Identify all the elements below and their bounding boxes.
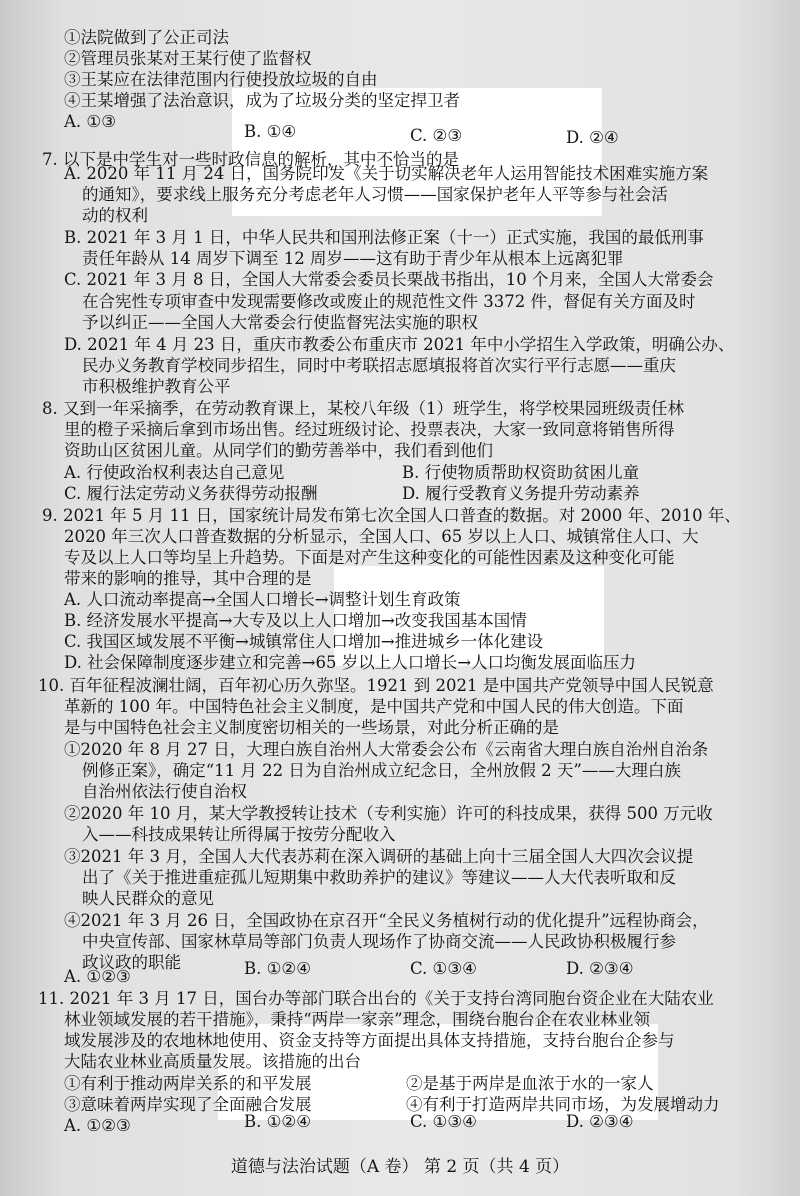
q8-option-c[interactable]: C. 履行法定劳动义务获得劳动报酬 — [64, 484, 318, 503]
q10-line: 映人民群众的意见 — [82, 889, 214, 908]
q7-line: 责任年龄从 14 周岁下调至 12 周岁——这有助于青少年从根本上远离犯罪 — [82, 249, 624, 268]
q8-option-b[interactable]: B. 行使物质帮助权资助贫困儿童 — [402, 463, 640, 482]
q11-option-b[interactable]: B. ①②④ — [244, 1112, 311, 1131]
q10-line: ①2020 年 8 月 27 日，大理白族自治州人大常委会公布《云南省大理白族自治州自治条 — [64, 740, 709, 759]
q10-line: 是与中国特色社会主义制度密切相关的一些场景，对此分析正确的是 — [64, 718, 559, 737]
q11-line: 11. 2021 年 3 月 17 日，国台办等部门联合出台的《关于支持台湾同胞台资企业在大陆农业 — [38, 989, 714, 1008]
q11-option-a[interactable]: A. ①②③ — [64, 1116, 131, 1135]
q10-line: 自治州依法行使自治权 — [82, 782, 247, 801]
q8-line: 8. 又到一年采摘季，在劳动教育课上，某校八年级（1）班学生，将学校果园班级责任林 — [42, 399, 684, 418]
q10-line: 出了《关于推进重症孤儿短期集中救助养护的建议》等建议——人大代表听取和反 — [82, 868, 676, 887]
q10-line: ②2020 年 10 月，某大学教授转让技术（专利实施）许可的科技成果，获得 500 万元收 — [64, 804, 713, 823]
q7-stem: 7. 以下是中学生对一些时政信息的解析，其中不恰当的是 — [42, 150, 459, 169]
q7-line: 予以纠正——全国人大常委会行使监督宪法实施的职权 — [82, 313, 478, 332]
q10-line: ③2021 年 3 月，全国人大代表苏莉在深入调研的基础上向十三届全国人大四次会议提 — [64, 847, 694, 866]
q9-line: 9. 2021 年 5 月 11 日，国家统计局发布第七次全国人口普查的数据。对 2000 年、2010 年、 — [42, 506, 741, 525]
q9-option-a[interactable]: A. 人口流动率提高→全国人口增长→调整计划生育政策 — [64, 590, 461, 609]
q6-item-4: ④王某增强了法治意识，成为了垃圾分类的坚定捍卫者 — [64, 91, 460, 110]
q6-item-2: ②管理员张某对王某行使了监督权 — [64, 49, 312, 68]
q6-item-1: ①法院做到了公正司法 — [64, 28, 229, 47]
q11-line: 大陆农业林业高质量发展。该措施的出台 — [64, 1052, 361, 1071]
q6-option-d[interactable]: D. ②④ — [566, 128, 619, 147]
q7-line: D. 2021 年 4 月 23 日，重庆市教委公布重庆市 2021 年中小学招生入学政策，明确公办、 — [64, 335, 735, 354]
page-footer: 道德与法治试题（A 卷） 第 2 页（共 4 页） — [230, 1157, 570, 1177]
q11-item-4: ④有利于打造两岸共同市场，为发展增动力 — [406, 1095, 720, 1114]
q9-line: 专及以上人口等均呈上升趋势。下面是对产生这种变化的可能性因素及这种变化可能 — [64, 548, 675, 567]
q6-item-3: ③王某应在法律范围内行使投放垃圾的自由 — [64, 70, 378, 89]
q11-option-c[interactable]: C. ①③④ — [410, 1112, 477, 1131]
q10-line: 10. 百年征程波澜壮阔，百年初心历久弥坚。1921 到 2021 是中国共产党领导中国人民锐意 — [38, 676, 714, 695]
q7-line: C. 2021 年 3 月 8 日，全国人大常委会委员长栗战书指出，10 个月来，全国人大常委会 — [64, 270, 714, 289]
q10-line: 例修正案》，确定“11 月 22 日为自治州成立纪念日，全州放假 2 天”——大理白族 — [82, 761, 681, 780]
q7-line: A. 2020 年 11 月 24 日，国务院印发《关于切实解决老年人运用智能技术困难实施方案 — [64, 164, 709, 183]
q8-line: 资助山区贫困儿童。从同学们的勤劳善举中，我们看到他们 — [64, 441, 493, 460]
q10-line: 革新的 100 年。中国特色社会主义制度，是中国共产党和中国人民的伟大创造。下面 — [64, 697, 684, 716]
q10-option-d[interactable]: D. ②③④ — [566, 959, 634, 978]
q11-item-1: ①有利于推动两岸关系的和平发展 — [64, 1074, 312, 1093]
q8-option-d[interactable]: D. 履行受教育义务提升劳动素养 — [402, 484, 640, 503]
q9-line: 带来的影响的推导，其中合理的是 — [64, 569, 312, 588]
q6-option-a[interactable]: A. ①③ — [64, 112, 116, 131]
q10-option-c[interactable]: C. ①③④ — [410, 959, 477, 978]
q9-option-c[interactable]: C. 我国区域发展不平衡→城镇常住人口增加→推进城乡一体化建设 — [64, 632, 544, 651]
q7-line: 在合宪性专项审查中发现需要修改或废止的规范性文件 3372 件，督促有关方面及时 — [82, 292, 696, 311]
q9-option-b[interactable]: B. 经济发展水平提高→大专及以上人口增加→改变我国基本国情 — [64, 611, 527, 630]
q10-line: 政议政的职能 — [82, 953, 181, 972]
q7-line: 民办义务教育学校同步招生，同时中考联招志愿填报将首次实行平行志愿——重庆 — [82, 356, 676, 375]
q8-option-a[interactable]: A. 行使政治权利表达自己意见 — [64, 463, 285, 482]
q7-line: 市积极维护教育公平 — [82, 377, 231, 396]
q9-line: 2020 年三次人口普查数据的分析显示，全国人口、65 岁以上人口、城镇常住人口、大 — [64, 527, 699, 546]
q11-item-3: ③意味着两岸实现了全面融合发展 — [64, 1095, 312, 1114]
q7-line: B. 2021 年 3 月 1 日，中华人民共和国刑法修正案（十一）正式实施，我国的最低刑事 — [64, 228, 704, 247]
q11-item-2: ②是基于两岸是血浓于水的一家人 — [406, 1074, 654, 1093]
q10-option-a[interactable]: A. ①②③ — [64, 967, 131, 986]
q11-option-d[interactable]: D. ②③④ — [566, 1112, 634, 1131]
q11-line: 林业领域发展的若干措施》，秉持“两岸一家亲”理念，围绕台胞台企在农业林业领 — [64, 1010, 651, 1029]
q6-option-c[interactable]: C. ②③ — [410, 126, 463, 145]
q10-line: 入——科技成果转让所得属于按劳分配收入 — [82, 825, 396, 844]
q7-line: 的通知》，要求线上服务充分考虑老年人习惯——国家保护老年人平等参与社会活 — [82, 185, 668, 204]
q6-option-b[interactable]: B. ①④ — [244, 122, 297, 141]
q7-line: 动的权利 — [82, 206, 148, 225]
q10-line: ④2021 年 3 月 26 日，全国政协在京召开“全民义务植树行动的优化提升”远程协商会， — [64, 911, 709, 930]
q11-line: 域发展涉及的农地林地使用、资金支持等方面提出具体支持措施，支持台胞台企参与 — [64, 1031, 675, 1050]
q10-line: 中央宣传部、国家林草局等部门负责人现场作了协商交流——人民政协积极履行参 — [82, 932, 676, 951]
q8-line: 里的橙子采摘后拿到市场出售。经过班级讨论、投票表决，大家一致同意将销售所得 — [64, 420, 675, 439]
q10-option-b[interactable]: B. ①②④ — [244, 959, 311, 978]
q9-option-d[interactable]: D. 社会保障制度逐步建立和完善→65 岁以上人口增长→人口均衡发展面临压力 — [64, 653, 637, 672]
